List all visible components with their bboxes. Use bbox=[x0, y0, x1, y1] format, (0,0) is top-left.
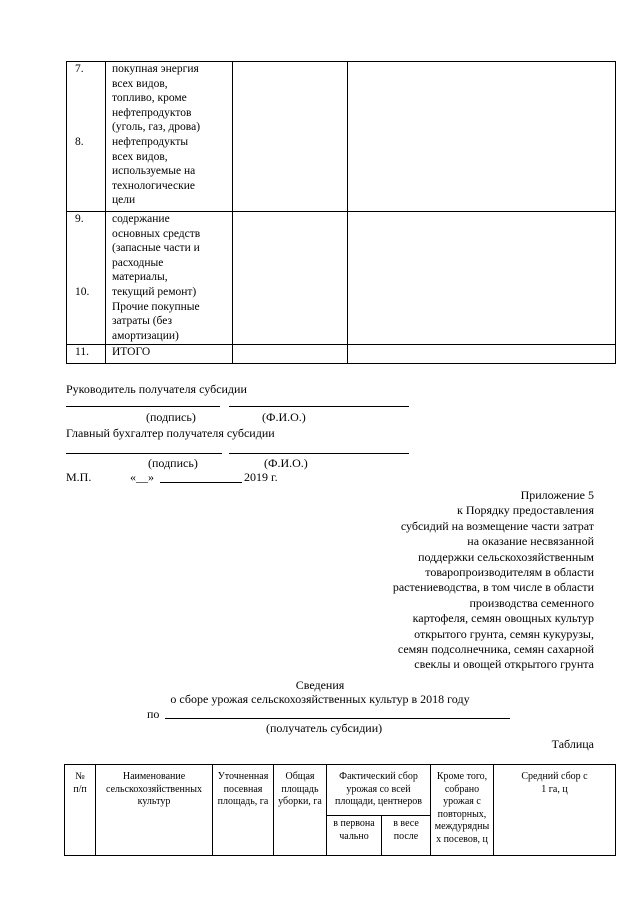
row-number: 9. bbox=[75, 213, 84, 225]
row-name-line: затраты (без bbox=[112, 315, 173, 328]
row-name-cell bbox=[106, 212, 233, 345]
row-name-line: амортизации) bbox=[112, 329, 179, 342]
row-number-cell bbox=[67, 345, 106, 364]
appendix-line: растениеводства, в том числе в области bbox=[392, 580, 594, 595]
row-number bbox=[75, 91, 105, 106]
row-number: 7. bbox=[75, 63, 84, 75]
row-number bbox=[75, 106, 105, 121]
row-name-line: содержание bbox=[112, 213, 170, 225]
recipient-line bbox=[165, 718, 510, 719]
report-title: Сведения bbox=[295, 678, 345, 692]
row-name-line: покупная энергия bbox=[112, 63, 199, 75]
appendix-line: к Порядку предоставления bbox=[456, 503, 594, 518]
appendix-line: открытого грунта, семян кукурузы, bbox=[414, 626, 594, 641]
row-number-cell bbox=[67, 212, 106, 345]
row-number: 10. bbox=[75, 285, 90, 298]
expenses-table bbox=[66, 61, 616, 364]
row-name-line: цели bbox=[112, 194, 136, 207]
row-value-cell bbox=[233, 62, 348, 212]
head-label: Руководитель получателя субсидии bbox=[66, 382, 247, 396]
row-number: 11. bbox=[75, 346, 89, 358]
row-value-cell bbox=[233, 212, 348, 345]
table-label: Таблица bbox=[551, 737, 594, 751]
row-number bbox=[75, 227, 105, 242]
header-actual: Фактический сбор урожая со всей площади, центнеров bbox=[327, 765, 431, 816]
header-avg: Средний сбор с 1 га, ц bbox=[494, 765, 616, 856]
header-area-total: Общая площадь уборки, га bbox=[274, 765, 327, 856]
header-actual-initial: в первона чально bbox=[327, 816, 382, 856]
row-name-line: расходные bbox=[112, 256, 164, 269]
row-name-cell bbox=[106, 345, 233, 364]
report-subtitle: о сборе урожая сельскохозяйственных культур в 2018 году bbox=[170, 692, 470, 706]
head-fio-line bbox=[229, 406, 409, 407]
row-name-line: (запасные части и bbox=[112, 242, 200, 255]
row-name-line: нефтепродукты bbox=[112, 135, 189, 148]
appendix-line: товаропроизводителям в области bbox=[425, 565, 594, 580]
date-year: 2019 г. bbox=[244, 470, 278, 484]
header-num: № п/п bbox=[65, 765, 96, 856]
expense-row bbox=[67, 212, 616, 345]
appendix-line: картофеля, семян овощных культур bbox=[412, 611, 594, 626]
accountant-fio-line bbox=[229, 453, 409, 454]
header-actual-spring: в весе после bbox=[382, 816, 431, 856]
row-value-cell bbox=[233, 345, 348, 364]
row-number bbox=[75, 241, 105, 256]
row-value-cell bbox=[348, 62, 616, 212]
head-signature-hint: (подпись) bbox=[146, 410, 196, 424]
accountant-signature-line bbox=[66, 453, 222, 454]
appendix-line: семян подсолнечника, семян сахарной bbox=[397, 642, 594, 657]
row-value-cell bbox=[348, 212, 616, 345]
harvest-table bbox=[64, 764, 616, 856]
header-extra: Кроме того, собрано урожая с повторных, междурядны х посевов, ц bbox=[431, 765, 494, 856]
expense-row bbox=[67, 345, 616, 364]
row-name-line: ИТОГО bbox=[112, 346, 151, 358]
row-name-line: всех видов, bbox=[112, 77, 168, 90]
appendix-block bbox=[393, 488, 594, 673]
appendix-line: субсидий на возмещение части затрат bbox=[400, 518, 594, 533]
row-number-cell bbox=[67, 62, 106, 212]
row-number bbox=[75, 77, 105, 92]
header-area-sown: Уточненная посевная площадь, га bbox=[213, 765, 274, 856]
row-number: 8. bbox=[75, 135, 84, 148]
head-fio-hint: (Ф.И.О.) bbox=[262, 410, 306, 424]
row-name-line: топливо, кроме bbox=[112, 92, 187, 105]
date-prefix: «__» bbox=[130, 470, 154, 484]
appendix-line: свеклы и овощей открытого грунта bbox=[414, 657, 594, 672]
row-number bbox=[75, 120, 105, 135]
row-name-line: нефтепродуктов bbox=[112, 106, 192, 119]
recipient-hint: (получатель субсидии) bbox=[266, 721, 383, 735]
row-name-line: текущий ремонт) bbox=[112, 285, 197, 298]
accountant-signature-hint: (подпись) bbox=[148, 456, 198, 470]
appendix-line: на оказание несвязанной bbox=[467, 534, 594, 549]
row-value-cell bbox=[348, 345, 616, 364]
header-name: Наименование сельскохозяйственных культур bbox=[96, 765, 213, 856]
date-line bbox=[160, 482, 242, 483]
appendix-line: Приложение 5 bbox=[520, 488, 594, 502]
row-name-cell bbox=[106, 62, 233, 212]
row-name-line: всех видов, bbox=[112, 150, 168, 163]
mp-label: М.П. bbox=[66, 470, 92, 484]
accountant-label: Главный бухгалтер получателя субсидии bbox=[66, 426, 275, 440]
head-signature-line bbox=[66, 406, 220, 407]
expense-row bbox=[67, 62, 616, 212]
accountant-fio-hint: (Ф.И.О.) bbox=[264, 456, 308, 470]
row-number bbox=[75, 270, 105, 285]
row-name-line: (уголь, газ, дрова) bbox=[112, 121, 201, 134]
appendix-line: производства семенного bbox=[469, 595, 594, 610]
row-name-line: используемые на bbox=[112, 165, 196, 178]
po-label: по bbox=[147, 707, 160, 721]
row-name-line: материалы, bbox=[112, 271, 168, 284]
row-name-line: технологические bbox=[112, 179, 195, 192]
row-name-line: Прочие покупные bbox=[112, 300, 200, 313]
appendix-line: поддержки сельскохозяйственным bbox=[418, 549, 594, 564]
row-number bbox=[75, 256, 105, 271]
row-name-line: основных средств bbox=[112, 227, 201, 240]
